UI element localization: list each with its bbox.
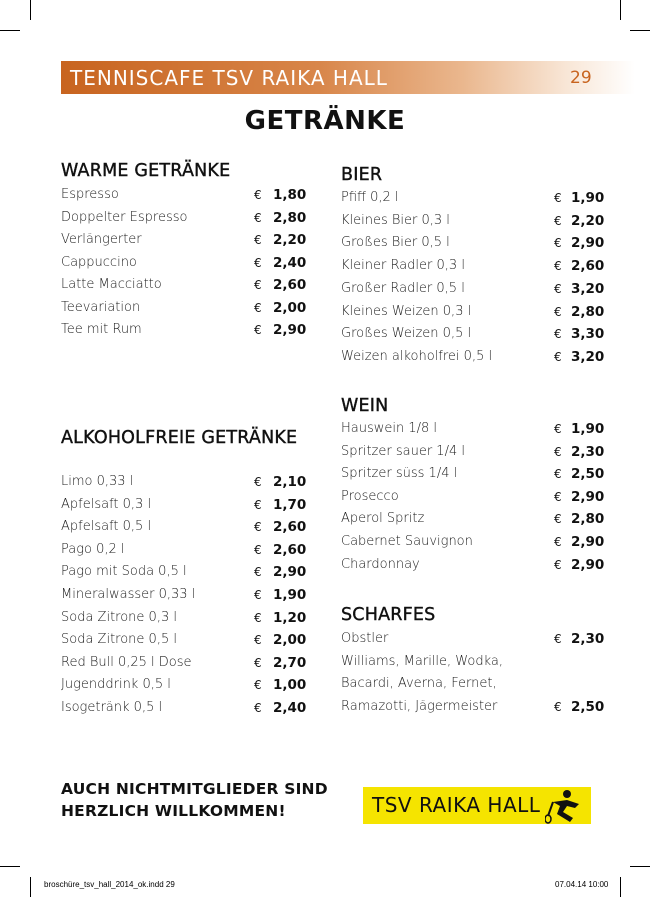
currency-symbol: € [554, 512, 562, 527]
menu-item-name: Verlängerter [61, 232, 142, 247]
menu-item-name: Ramazotti, Jägermeister [341, 698, 498, 714]
menu-item-name: Tee mit Rum [61, 322, 142, 337]
menu-item-name: Cabernet Sauvignon [341, 534, 473, 549]
menu-item-name: Großer Radler 0,5 l [341, 280, 465, 296]
currency-symbol: € [254, 475, 262, 489]
currency-symbol: € [254, 633, 262, 648]
menu-item-price: 2,60 [571, 258, 605, 275]
crop-mark [630, 866, 650, 867]
menu-item [61, 584, 321, 606]
menu-item [61, 629, 321, 651]
currency-symbol: € [254, 678, 262, 693]
menu-item-price: 2,80 [571, 303, 605, 320]
slug-date: 07.04.14 10:00 [555, 880, 609, 889]
menu-item [61, 607, 321, 629]
currency-symbol: € [254, 542, 262, 557]
menu-item-name: Limo 0,33 l [61, 474, 134, 489]
menu-item-name: Espresso [61, 187, 119, 202]
menu-item-name: Soda Zitrone 0,3 l [61, 609, 177, 625]
menu-item [341, 554, 605, 576]
currency-symbol: € [254, 701, 262, 715]
menu-item [61, 471, 321, 493]
currency-symbol: € [254, 210, 262, 225]
menu-item-name: Hauswein 1/8 l [341, 421, 438, 436]
menu-item-price: 2,80 [273, 209, 307, 226]
menu-item [61, 561, 321, 583]
menu-item-price: 2,50 [571, 698, 605, 715]
menu-item-price: 2,00 [273, 299, 307, 316]
menu-item-price: 2,90 [571, 534, 605, 550]
menu-item [61, 494, 321, 516]
section-title-scharfes: SCHARFES [341, 605, 436, 625]
menu-item-price: 2,90 [273, 322, 307, 338]
crop-mark [30, 0, 31, 20]
menu-item-name: Red Bull 0,25 l Dose [61, 654, 192, 670]
menu-item-name: Spritzer sauer 1/4 l [341, 443, 465, 459]
menu-item [341, 278, 605, 300]
crop-mark [30, 877, 31, 897]
menu-item-price: 1,90 [571, 421, 605, 437]
menu-item [61, 539, 321, 561]
menu-item-price: 2,90 [571, 235, 605, 252]
menu-item-price: 2,70 [273, 654, 307, 671]
menu-item-name: Weizen alkoholfrei 0,5 l [341, 348, 493, 364]
menu-item-price: 1,20 [273, 609, 307, 626]
slug-filename: broschüre_tsv_hall_2014_ok.indd 29 [44, 880, 175, 889]
menu-item-price: 2,80 [571, 511, 605, 528]
menu-item-name: Kleiner Radler 0,3 l [341, 258, 465, 274]
currency-symbol: € [554, 699, 562, 714]
menu-item [341, 210, 605, 232]
currency-symbol: € [254, 565, 262, 580]
menu-item [341, 346, 605, 368]
menu-item [61, 297, 321, 319]
menu-item [341, 187, 605, 209]
menu-item-price: 2,90 [273, 564, 307, 581]
menu-item-name: Großes Bier 0,5 l [341, 235, 450, 251]
menu-item-name: Williams, Marille, Wodka, [341, 653, 504, 669]
currency-symbol: € [254, 278, 262, 292]
menu-item-name: Soda Zitrone 0,5 l [61, 632, 177, 648]
menu-item-price: 2,40 [273, 254, 307, 271]
menu-item [341, 696, 605, 718]
currency-symbol: € [554, 557, 562, 572]
currency-symbol: € [254, 610, 262, 625]
menu-item-name: Doppelter Espresso [61, 209, 188, 225]
menu-item-name: Bacardi, Averna, Fernet, [341, 676, 497, 692]
menu-item [341, 486, 605, 508]
menu-item-price: 2,60 [273, 519, 307, 536]
crop-mark [620, 0, 621, 20]
menu-item-name: Mineralwasser 0,33 l [61, 587, 196, 602]
menu-item-price: 2,90 [571, 488, 605, 505]
menu-item-price: 1,90 [273, 587, 307, 603]
menu-item-price: 2,60 [273, 541, 307, 558]
logo-text: TSV RAIKA HALL [372, 793, 541, 817]
menu-item [341, 301, 605, 323]
crop-mark [620, 877, 621, 897]
menu-item-price: 3,30 [571, 326, 605, 343]
currency-symbol: € [554, 327, 562, 342]
footer-line-1: AUCH NICHTMITGLIEDER SIND [61, 780, 328, 798]
currency-symbol: € [254, 655, 262, 670]
section-title-bier: BIER [341, 165, 383, 185]
menu-item [61, 319, 321, 341]
currency-symbol: € [554, 191, 562, 205]
currency-symbol: € [554, 467, 562, 482]
menu-item-name: Chardonnay [341, 556, 420, 572]
menu-item-price: 1,80 [273, 187, 307, 203]
currency-symbol: € [254, 497, 262, 512]
menu-item [341, 255, 605, 277]
section-title-alkoholfrei: ALKOHOLFREIE GETRÄNKE [61, 428, 298, 448]
currency-symbol: € [254, 255, 262, 270]
currency-symbol: € [554, 632, 562, 646]
menu-item-name: Cappuccino [61, 254, 137, 270]
menu-item-name: Obstler [341, 631, 389, 646]
header-title: TENNISCAFE TSV RAIKA HALL [70, 66, 388, 90]
currency-symbol: € [554, 236, 562, 251]
menu-item-name: Pfiff 0,2 l [341, 190, 399, 205]
menu-item-name: Prosecco [341, 488, 399, 504]
currency-symbol: € [254, 233, 262, 247]
currency-symbol: € [554, 422, 562, 436]
menu-item-name: Apfelsaft 0,3 l [61, 496, 152, 512]
footer-line-2: HERZLICH WILLKOMMEN! [61, 802, 286, 820]
footer-message [61, 778, 328, 822]
section-title-wein: WEIN [341, 396, 389, 416]
currency-symbol: € [554, 304, 562, 319]
menu-item [61, 697, 321, 719]
menu-item-price: 1,00 [273, 677, 307, 694]
menu-item [61, 674, 321, 696]
menu-item [341, 441, 605, 463]
menu-item-name: Jugenddrink 0,5 l [61, 677, 171, 693]
page-number: 29 [570, 68, 592, 88]
menu-item-name: Latte Macciatto [61, 277, 162, 292]
menu-item-price: 3,20 [571, 348, 605, 365]
crop-mark [0, 30, 20, 31]
menu-item [61, 207, 321, 229]
currency-symbol: € [554, 213, 562, 228]
menu-item-price: 2,20 [571, 212, 605, 229]
menu-item-name: Isogetränk 0,5 l [61, 700, 163, 715]
menu-item-price: 1,70 [273, 496, 307, 513]
currency-symbol: € [254, 188, 262, 202]
menu-item-name: Kleines Weizen 0,3 l [341, 303, 472, 319]
menu-item [341, 323, 605, 345]
menu-item-price: 2,90 [571, 556, 605, 573]
currency-symbol: € [554, 349, 562, 364]
menu-item [341, 418, 605, 440]
menu-item [61, 274, 321, 296]
menu-item-price: 2,50 [571, 466, 605, 483]
menu-item-price: 2,00 [273, 632, 307, 649]
currency-symbol: € [254, 323, 262, 337]
currency-symbol: € [554, 281, 562, 296]
currency-symbol: € [554, 259, 562, 274]
currency-symbol: € [554, 535, 562, 549]
currency-symbol: € [254, 520, 262, 535]
menu-item-price: 2,10 [273, 474, 307, 490]
menu-item-name: Spritzer süss 1/4 l [341, 466, 458, 482]
menu-item-price: 1,90 [571, 190, 605, 206]
menu-item [61, 652, 321, 674]
menu-item [61, 229, 321, 251]
menu-item-price: 2,20 [273, 232, 307, 248]
currency-symbol: € [254, 588, 262, 602]
currency-symbol: € [254, 300, 262, 315]
menu-item-name: Apfelsaft 0,5 l [61, 519, 152, 535]
menu-item-name: Pago mit Soda 0,5 l [61, 564, 187, 580]
menu-item [61, 184, 321, 206]
menu-item-price: 2,60 [273, 277, 307, 293]
menu-item-price: 2,30 [571, 631, 605, 647]
menu-item-price: 2,40 [273, 700, 307, 716]
menu-item [341, 531, 605, 553]
menu-item [341, 628, 605, 650]
currency-symbol: € [554, 489, 562, 504]
menu-item [341, 673, 601, 695]
menu-item-name: Aperol Spritz [341, 511, 425, 527]
crop-mark [0, 866, 20, 867]
menu-item-price: 2,30 [571, 443, 605, 460]
menu-item-name: Großes Weizen 0,5 l [341, 326, 472, 342]
menu-item-name: Kleines Bier 0,3 l [341, 212, 450, 228]
menu-item [341, 463, 605, 485]
menu-item-name: Teevariation [61, 299, 141, 315]
menu-item [341, 508, 605, 530]
crop-mark [630, 30, 650, 31]
menu-item-name: Pago 0,2 l [61, 541, 125, 557]
tennis-player-icon [545, 788, 589, 824]
menu-item-price: 3,20 [571, 280, 605, 297]
menu-item [341, 651, 601, 673]
menu-item [341, 232, 605, 254]
section-title-warme: WARME GETRÄNKE [61, 161, 231, 181]
menu-item [61, 252, 321, 274]
currency-symbol: € [554, 444, 562, 459]
menu-item [61, 516, 321, 538]
page-title: GETRÄNKE [244, 106, 406, 136]
